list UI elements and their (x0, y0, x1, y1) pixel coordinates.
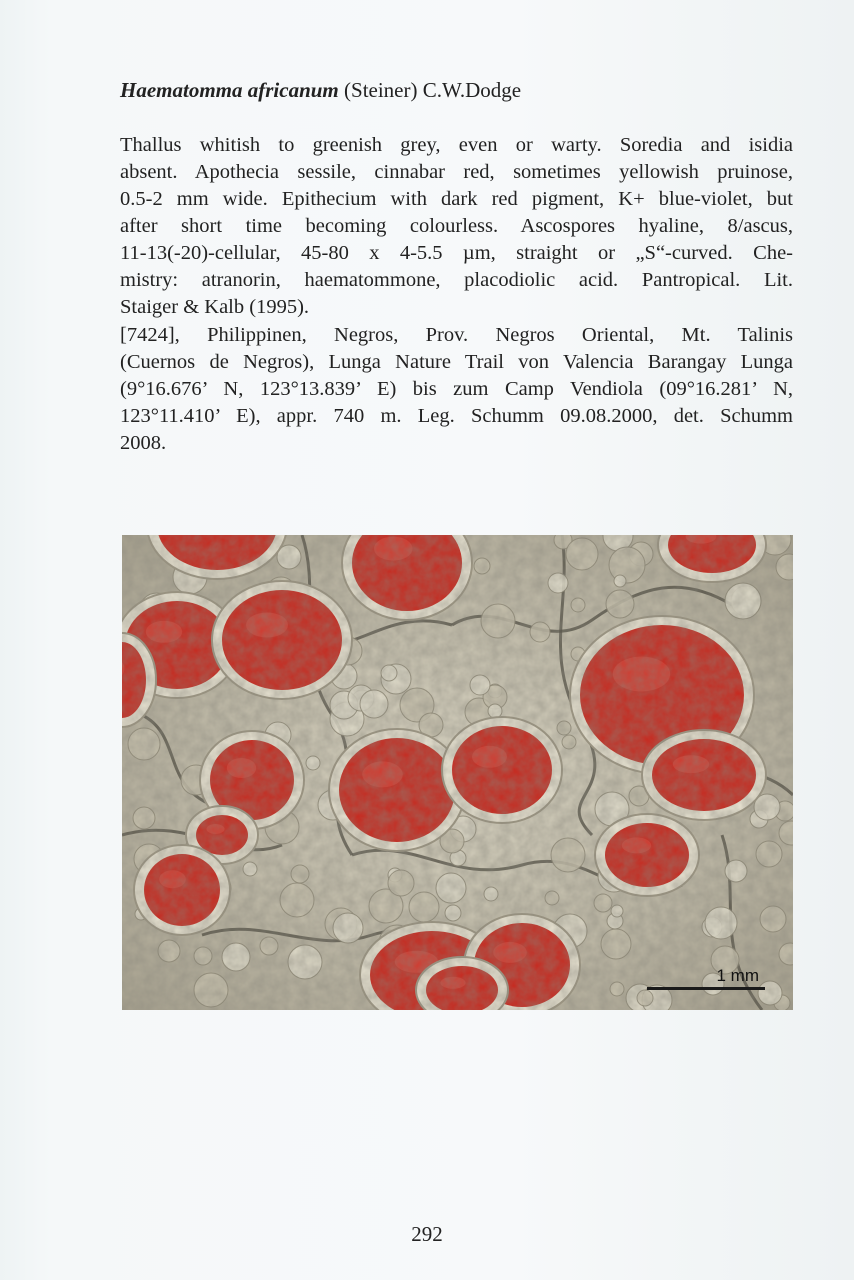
species-name: Haematomma africanum (120, 78, 339, 102)
lichen-photograph (122, 535, 793, 1010)
page-number: 292 (411, 1222, 443, 1246)
specimen-line: [7424], Philippinen, Negros, Prov. Negros Oriental, Mt. Talinis (120, 324, 793, 346)
photo-texture (122, 535, 793, 1010)
specimen-line: (Cuernos de Negros), Lunga Nature Trail von Valencia Barangay Lunga (120, 351, 793, 373)
description-line: 0.5-2 mm wide. Epithecium with dark red pigment, K+ blue-violet, but (120, 188, 793, 210)
scale-bar-line (647, 987, 765, 990)
species-heading (120, 77, 521, 103)
specimen-line: (9°16.676’ N, 123°13.839’ E) bis zum Camp Vendiola (09°16.281’ N, (120, 378, 793, 400)
description-line: absent. Apothecia sessile, cinnabar red, sometimes yellowish pruinose, (120, 161, 793, 183)
description-line: Thallus whitish to greenish grey, even or warty. Soredia and isidia (120, 134, 793, 156)
description-line: Staiger & Kalb (1995). (120, 296, 310, 318)
description-line: after short time becoming colourless. Ascospores hyaline, 8/ascus, (120, 215, 793, 237)
specimen-line: 2008. (120, 432, 167, 454)
specimen-paragraph (120, 322, 793, 457)
description-line: 11-13(-20)-cellular, 45-80 x 4-5.5 µm, straight or „S“-curved. Che- (120, 242, 793, 264)
lichen-photo-illustration (122, 535, 793, 1010)
scale-bar (647, 966, 765, 990)
scale-bar-label: 1 mm (716, 966, 759, 985)
specimen-line: 123°11.410’ E), appr. 740 m. Leg. Schumm 09.08.2000, det. Schumm (120, 405, 793, 427)
species-authority: (Steiner) C.W.Dodge (344, 78, 522, 102)
description-paragraph (120, 132, 793, 321)
description-line: mistry: atranorin, haematommone, placodiolic acid. Pantropical. Lit. (120, 269, 793, 291)
